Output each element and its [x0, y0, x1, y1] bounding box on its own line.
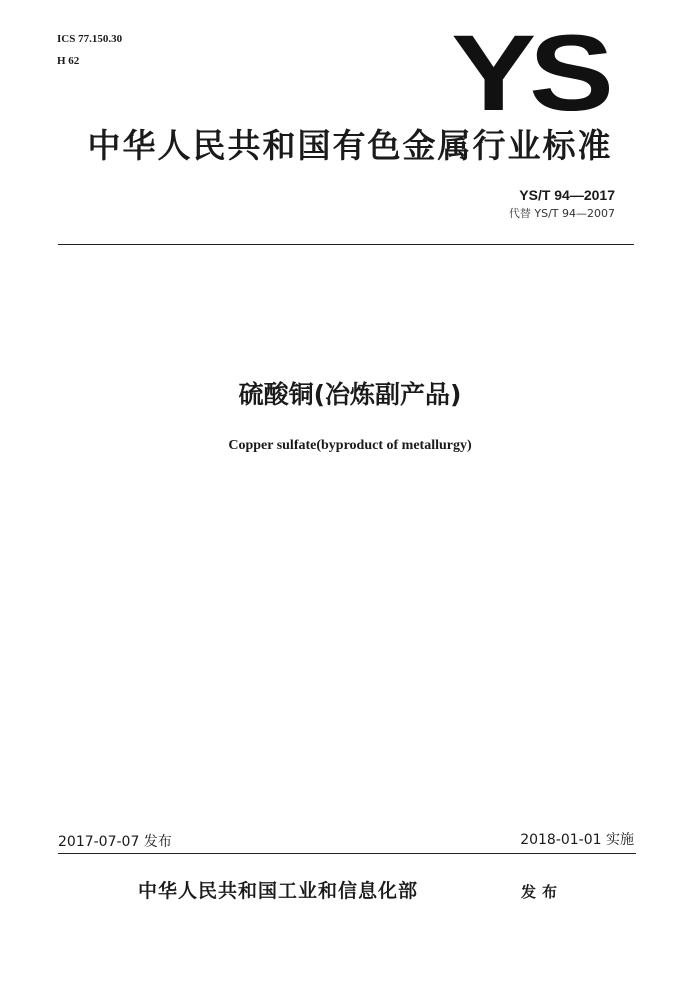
document-title-en: Copper sulfate(byproduct of metallurgy) [228, 438, 472, 453]
publish-label: 发布 [521, 883, 564, 901]
ys-logo [451, 12, 607, 133]
top-divider [58, 244, 634, 245]
replaces-standard: 代替 YS/T 94—2007 [508, 207, 615, 220]
ys-logo-text: YS [451, 12, 607, 133]
issue-date: 2017-07-07 发布 [58, 834, 172, 850]
document-title-cn: 硫酸铜(冶炼副产品) [238, 380, 462, 409]
ics-code: ICS 77.150.30 [57, 33, 123, 45]
publisher: 中华人民共和国工业和信息化部 [138, 880, 419, 902]
bottom-divider [58, 853, 636, 854]
standard-title: 中华人民共和国有色金属行业标准 [87, 126, 613, 165]
implementation-date: 2018-01-01 实施 [520, 832, 634, 848]
ccs-code: H 62 [57, 55, 80, 67]
standard-number: YS/T 94—2017 [519, 187, 615, 203]
